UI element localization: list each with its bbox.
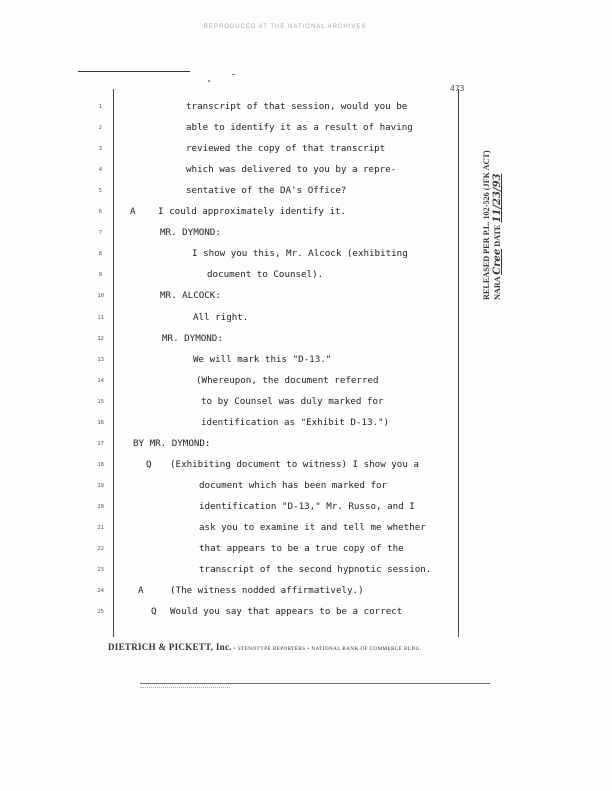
line-text: transcript of that session, would you be [186,101,408,112]
line-number: 10 [97,293,104,300]
release-stamp [482,110,522,300]
line-text: identification "D-13," Mr. Russo, and I [199,500,415,512]
line-text: MR. DYMOND: [160,227,221,239]
line-text: identification as "Exhibit D-13.") [201,416,390,428]
speaker-label: A [130,206,136,218]
line-text: able to identify it as a result of having [186,122,413,134]
transcript-line [0,354,612,374]
archive-header: REPRODUCED AT THE NATIONAL ARCHIVES [203,24,367,30]
speck [232,74,235,75]
line-text: I could approximately identify it. [158,206,347,218]
line-text: Would you say that appears to be a correct [170,606,403,618]
line-text: I show you this, Mr. Alcock (exhibiting [192,248,408,260]
line-text: document which has been marked for [199,479,388,491]
line-text: reviewed the copy of that transcript [186,143,386,155]
line-number: 14 [97,377,104,384]
line-text: sentative of the DA's Office? [186,185,347,197]
line-text: (Exhibiting document to witness) I show you a [170,458,419,470]
line-text: ask you to examine it and tell me whether [199,522,426,533]
line-number: 4 [98,167,102,174]
top-rule [78,71,190,72]
line-number: 23 [97,567,104,574]
line-number: 24 [97,588,104,595]
line-number: 20 [97,503,104,510]
line-number: 3 [98,146,102,153]
line-number: 22 [97,546,104,553]
line-number: 17 [97,440,104,447]
line-number: 8 [98,251,102,258]
speaker-label: Q [146,458,152,470]
footer-separator: • [233,646,236,652]
speaker-label: A [138,585,144,597]
line-number: 9 [98,272,102,279]
speck [208,80,210,82]
transcript-line [0,459,612,479]
transcript-line [0,417,612,437]
transcript-line [0,375,612,395]
line-number: 11 [97,314,104,321]
line-text: (Whereupon, the document referred [196,374,379,386]
line-text: that appears to be a true copy of the [199,543,404,555]
footer-separator: • [307,646,310,652]
line-text: document to Counsel). [207,269,324,281]
line-text: MR. DYMOND: [162,332,223,344]
transcript-line [0,438,612,458]
transcript-line [0,312,612,332]
line-number: 5 [98,188,102,195]
footer [108,642,421,652]
footer-firm: DIETRICH & PICKETT, Inc. [108,642,232,652]
footer-role: STENOTYPE REPORTERS [237,646,306,652]
line-number: 18 [97,461,104,468]
line-number: 7 [98,230,102,237]
bottom-rule [140,683,490,684]
bottom-rule-faint [140,687,230,688]
stamp-date: 11/23/93 [492,173,503,223]
line-text: BY MR. DYMOND: [133,437,211,449]
line-text: MR. ALCOCK: [160,290,221,302]
page-number: 473 [450,84,465,93]
line-number: 19 [97,482,104,489]
line-text: transcript of the second hypnotic session. [199,564,432,576]
transcript-line [0,606,612,626]
line-number: 15 [97,398,104,405]
transcript-line [0,480,612,500]
line-text: All right. [193,311,249,323]
transcript-line [0,564,612,584]
transcript-line [0,333,612,353]
line-number: 25 [97,609,104,616]
line-number: 6 [98,209,102,216]
stamp-nara-label: NARA [493,276,502,300]
transcript-line [0,585,612,605]
line-text: (The witness nodded affirmatively.) [170,585,364,597]
transcript-line [0,501,612,521]
line-number: 2 [98,125,102,132]
line-number: 16 [97,419,104,426]
line-number: 1 [98,104,102,110]
transcript-line [0,522,612,542]
line-number: 13 [97,356,104,363]
line-number: 12 [97,335,104,342]
line-number: 21 [97,525,104,531]
line-text: to by Counsel was duly marked for [201,395,384,407]
footer-address: NATIONAL BANK OF COMMERCE BLDG. [311,646,422,652]
transcript-line [0,396,612,416]
stamp-signature: Cree [492,248,503,275]
line-text: We will mark this "D-13." [193,353,332,365]
stamp-date-label: DATE [493,224,502,247]
line-text: which was delivered to you by a repre- [186,164,397,176]
stamp-nara-line [492,174,503,301]
transcript-line [0,543,612,563]
speaker-label: Q [151,606,157,618]
stamp-release-line: RELEASED PER P.L. 102-526 (JFK ACT) [482,150,491,300]
